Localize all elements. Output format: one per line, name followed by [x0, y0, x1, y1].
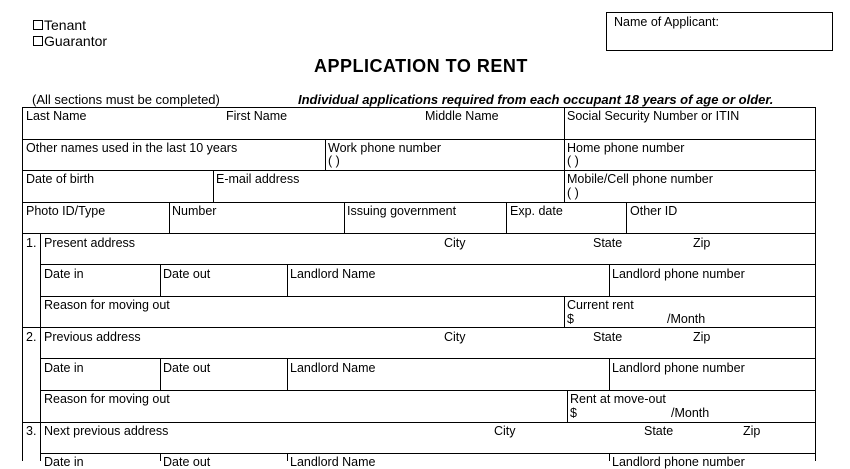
- exp-date-label: Exp. date: [510, 204, 563, 218]
- divider: [22, 170, 816, 171]
- divider: [213, 170, 214, 203]
- divider: [22, 233, 816, 234]
- name-of-applicant-label: Name of Applicant:: [614, 15, 719, 29]
- current-rent-dollar: $: [567, 312, 574, 326]
- guarantor-label: Guarantor: [44, 33, 108, 49]
- mobile-phone-input[interactable]: [630, 187, 810, 201]
- current-rent-month: /Month: [667, 312, 706, 326]
- ssn-input[interactable]: [568, 123, 812, 137]
- rent-at-move-out-input[interactable]: [581, 407, 667, 420]
- divider: [40, 233, 41, 328]
- previous-date-out-input[interactable]: [163, 375, 283, 388]
- present-reason-input[interactable]: [44, 312, 559, 325]
- previous-zip-label: Zip: [693, 330, 711, 344]
- present-date-in-label: Date in: [44, 267, 84, 281]
- divider: [160, 264, 161, 296]
- photo-id-input[interactable]: [26, 218, 165, 232]
- other-id-input[interactable]: [630, 218, 810, 232]
- divider: [287, 358, 288, 390]
- next-previous-address-input[interactable]: [44, 438, 812, 451]
- work-phone-input[interactable]: [392, 155, 560, 169]
- rent-at-move-out-month: /Month: [671, 406, 710, 420]
- previous-date-in-label: Date in: [44, 361, 84, 375]
- divider: [22, 327, 816, 328]
- present-address-label: Present address: [44, 236, 136, 250]
- present-date-out-input[interactable]: [163, 281, 283, 294]
- divider: [567, 390, 568, 423]
- current-rent-input[interactable]: [578, 313, 663, 326]
- divider: [40, 358, 816, 359]
- other-id-label: Other ID: [630, 204, 678, 218]
- last-name-label: Last Name: [26, 109, 87, 123]
- present-landlord-name-label: Landlord Name: [290, 267, 376, 281]
- next-previous-landlord-phone-label: Landlord phone number: [612, 455, 745, 469]
- form-top-border: [22, 107, 816, 108]
- work-phone-parens: ( ): [328, 154, 340, 168]
- address-2-number: 2.: [26, 330, 37, 344]
- first-name-label: First Name: [226, 109, 288, 123]
- name-of-applicant-input[interactable]: [612, 32, 827, 48]
- divider: [22, 422, 816, 423]
- previous-reason-input[interactable]: [44, 406, 562, 419]
- previous-address-input[interactable]: [44, 344, 812, 357]
- divider: [40, 453, 816, 454]
- divider: [40, 327, 41, 423]
- previous-address-label: Previous address: [44, 330, 141, 344]
- present-date-out-label: Date out: [163, 267, 211, 281]
- id-number-label: Number: [172, 204, 217, 218]
- present-zip-label: Zip: [693, 236, 711, 250]
- divider: [506, 202, 507, 234]
- home-phone-parens: ( ): [567, 154, 579, 168]
- previous-state-label: State: [593, 330, 623, 344]
- previous-date-in-input[interactable]: [44, 375, 156, 388]
- present-reason-label: Reason for moving out: [44, 298, 170, 312]
- individual-applications-note: Individual applications required from each occupant 18 years of age or older.: [298, 92, 774, 107]
- previous-landlord-phone-input[interactable]: [612, 375, 812, 388]
- address-1-number: 1.: [26, 236, 37, 250]
- rent-at-move-out-label: Rent at move-out: [570, 392, 666, 406]
- previous-date-out-label: Date out: [163, 361, 211, 375]
- divider: [564, 296, 565, 328]
- divider: [40, 390, 816, 391]
- guarantor-checkbox[interactable]: [33, 36, 43, 46]
- email-input[interactable]: [216, 187, 560, 201]
- next-previous-zip-label: Zip: [743, 424, 761, 438]
- present-address-input[interactable]: [44, 250, 812, 263]
- divider: [287, 453, 288, 461]
- previous-city-label: City: [444, 330, 466, 344]
- next-previous-state-label: State: [644, 424, 674, 438]
- divider: [169, 202, 170, 234]
- divider: [40, 422, 41, 461]
- ssn-label: Social Security Number or ITIN: [567, 109, 740, 123]
- address-3-number: 3.: [26, 424, 37, 438]
- tenant-checkbox-row[interactable]: [33, 18, 86, 32]
- full-name-input[interactable]: [26, 123, 556, 137]
- divider: [325, 139, 326, 170]
- rent-at-move-out-dollar: $: [570, 406, 577, 420]
- divider: [160, 358, 161, 390]
- middle-name-label: Middle Name: [425, 109, 499, 123]
- divider: [609, 358, 610, 390]
- guarantor-checkbox-row[interactable]: [33, 34, 107, 48]
- all-sections-note: (All sections must be completed): [32, 92, 220, 107]
- next-previous-landlord-name-label: Landlord Name: [290, 455, 376, 469]
- form-left-border: [22, 107, 23, 461]
- tenant-checkbox[interactable]: [33, 20, 43, 30]
- divider: [609, 453, 610, 461]
- present-city-label: City: [444, 236, 466, 250]
- home-phone-input[interactable]: [630, 155, 810, 169]
- divider: [626, 202, 627, 234]
- mobile-phone-parens: ( ): [567, 186, 579, 200]
- divider: [344, 202, 345, 234]
- issuing-government-input[interactable]: [347, 218, 502, 232]
- next-previous-city-label: City: [494, 424, 516, 438]
- present-landlord-phone-label: Landlord phone number: [612, 267, 745, 281]
- divider: [287, 264, 288, 296]
- previous-landlord-name-label: Landlord Name: [290, 361, 376, 375]
- divider: [40, 296, 816, 297]
- previous-landlord-phone-label: Landlord phone number: [612, 361, 745, 375]
- divider: [564, 139, 565, 203]
- tenant-label: Tenant: [44, 17, 87, 33]
- other-names-input[interactable]: [26, 155, 321, 169]
- present-state-label: State: [593, 236, 623, 250]
- dob-label: Date of birth: [26, 172, 95, 186]
- present-date-in-input[interactable]: [44, 281, 156, 294]
- exp-date-input[interactable]: [510, 218, 622, 232]
- home-phone-label: Home phone number: [567, 141, 685, 155]
- mobile-phone-label: Mobile/Cell phone number: [567, 172, 713, 186]
- work-phone-label: Work phone number: [328, 141, 442, 155]
- divider: [40, 264, 816, 265]
- id-number-input[interactable]: [172, 218, 340, 232]
- other-names-label: Other names used in the last 10 years: [26, 141, 238, 155]
- next-previous-date-out-label: Date out: [163, 455, 211, 469]
- divider: [609, 264, 610, 296]
- email-label: E-mail address: [216, 172, 300, 186]
- divider: [564, 107, 565, 139]
- form-right-border: [815, 107, 816, 461]
- next-previous-date-in-label: Date in: [44, 455, 84, 469]
- previous-reason-label: Reason for moving out: [44, 392, 170, 406]
- divider: [160, 453, 161, 461]
- dob-input[interactable]: [26, 187, 208, 201]
- photo-id-label: Photo ID/Type: [26, 204, 106, 218]
- current-rent-label: Current rent: [567, 298, 634, 312]
- issuing-government-label: Issuing government: [347, 204, 457, 218]
- present-landlord-name-input[interactable]: [290, 281, 605, 294]
- page-title: APPLICATION TO RENT: [314, 56, 528, 76]
- previous-landlord-name-input[interactable]: [290, 375, 605, 388]
- present-landlord-phone-input[interactable]: [612, 281, 812, 294]
- divider: [22, 139, 816, 140]
- next-previous-address-label: Next previous address: [44, 424, 169, 438]
- divider: [22, 202, 816, 203]
